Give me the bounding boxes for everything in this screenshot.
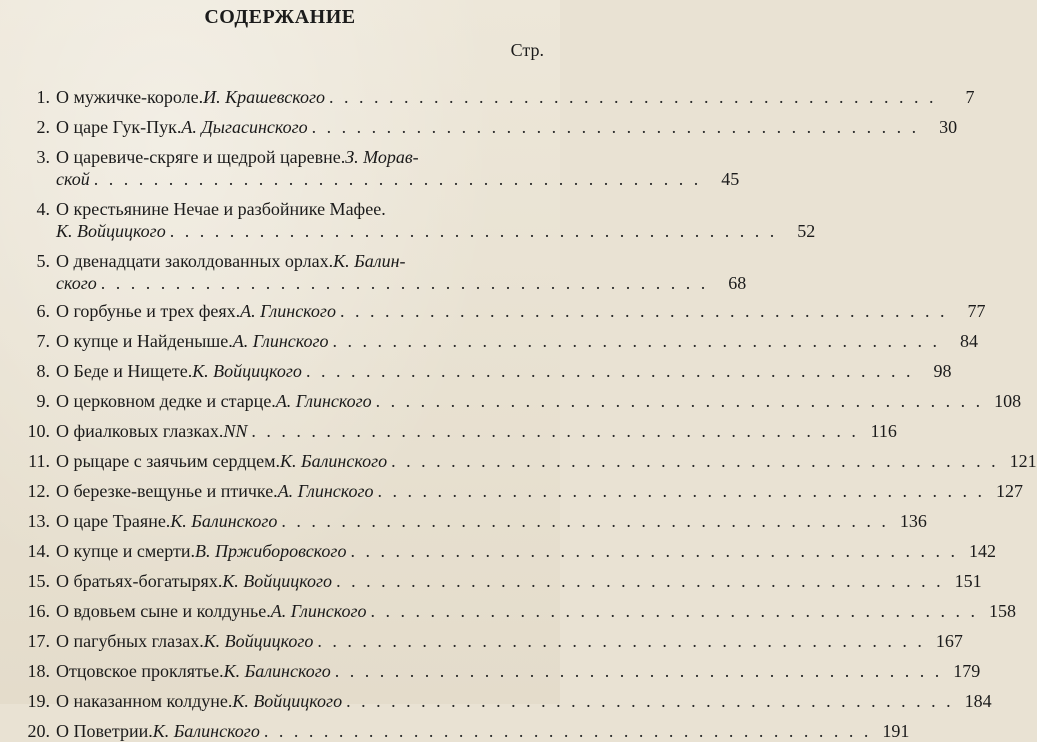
toc-entry (0, 450, 1037, 472)
entry-page-number: 45 (721, 169, 740, 189)
entry-page-number: 127 (996, 481, 1023, 501)
toc-entry (0, 360, 952, 382)
page-title: СОДЕРЖАНИЕ (204, 6, 356, 28)
entry-title: О горбунье и трех феях. (56, 301, 241, 321)
entry-author: З. Морав- (345, 147, 419, 167)
entry-page-number: 68 (728, 273, 747, 293)
dot-leader: . . . . . . . . . . . . . . . . . . . . . . . . . . . . . . . . . . . . . . . . . (311, 117, 920, 137)
toc-entry (0, 540, 996, 562)
entry-title: О двенадцати заколдованных орлах. (56, 251, 334, 271)
entry-title: О Беде и Нищете. (56, 361, 193, 381)
entry-page-number: 7 (965, 87, 975, 107)
entry-page-number: 158 (989, 601, 1017, 621)
entry-number: 20. (27, 721, 50, 741)
entry-title: Отцовское проклятье. (56, 661, 224, 681)
entry-number: 8. (36, 361, 50, 381)
toc-entry (0, 690, 992, 712)
entry-number: 18. (27, 661, 50, 681)
toc-entry (0, 198, 816, 242)
entry-author: К. Войцицкого (222, 571, 333, 591)
entry-number: 15. (27, 571, 50, 591)
entry-page-number: 142 (968, 541, 996, 561)
dot-leader: . . . . . . . . . . . . . . . . . . . . . . . . . . . . . . . . . . . . . . . . . (328, 87, 937, 107)
dot-leader: . . . . . . . . . . . . . . . . . . . . . . . . . . . . . . . . . . . . . . . . . (169, 221, 778, 241)
dot-leader: . . . . . . . . . . . . . . . . . . . . . . . . . . . . . . . . . . . . . . . . . (305, 361, 914, 381)
entry-title: О царе Гук-Пук. (56, 117, 182, 137)
entry-page-number: 179 (953, 661, 981, 681)
entry-title: О наказанном колдуне. (56, 691, 233, 711)
entry-author: И. Крашевского (203, 87, 325, 107)
toc-entry (0, 480, 1023, 502)
entry-page-number: 98 (933, 361, 952, 381)
toc-entry (0, 600, 1017, 622)
toc-entry (0, 86, 975, 108)
entry-author: К. Войцицкого (203, 631, 314, 651)
dot-leader: . . . . . . . . . . . . . . . . . . . . . . . . . . . . . . . . . . . . . . . . . (100, 273, 709, 293)
entry-author: К. Балинского (170, 511, 278, 531)
dot-leader: . . . . . . . . . . . . . . . . . . . . . . . . . . . . . . . . . . . . . . . . . (339, 301, 948, 321)
dot-leader: . . . . . . . . . . . . . . . . . . . . . . . . . . . . . . . . . . . . . . . . . (332, 331, 941, 351)
entry-title: О Поветрии. (56, 721, 153, 741)
toc-entry (0, 250, 747, 294)
entry-number: 13. (27, 511, 50, 531)
entry-number: 4. (36, 199, 50, 219)
toc-entry (0, 720, 910, 742)
entry-title: О крестьянине Нечае и разбойнике Мафее. (56, 199, 386, 219)
entry-author: К. Балинского (152, 721, 260, 741)
dot-leader: . . . . . . . . . . . . . . . . . . . . . . . . . . . . . . . . . . . . . . . . . (350, 541, 958, 561)
entry-title: О купце и Найденыше. (56, 331, 233, 351)
dot-leader: . . . . . . . . . . . . . . . . . . . . . . . . . . . . . . . . . . . . . . . . . (375, 391, 984, 411)
dot-leader: . . . . . . . . . . . . . . . . . . . . . . . . . . . . . . . . . . . . . . . . . (370, 601, 979, 621)
entry-author: А. Дыгасинского (181, 117, 308, 137)
dot-leader: . . . . . . . . . . . . . . . . . . . . . . . . . . . . . . . . . . . . . . . . . (377, 481, 985, 501)
entry-author: А. Глинского (240, 301, 336, 321)
toc-entry (0, 116, 958, 138)
entry-author: А. Глинского (270, 601, 367, 621)
entry-author: В. Пржиборовского (195, 541, 347, 561)
entry-author: К. Войцицкого (232, 691, 343, 711)
entry-number: 2. (36, 117, 50, 137)
entry-title: О вдовьем сыне и колдунье. (56, 601, 271, 621)
entry-number: 16. (27, 601, 50, 621)
entry-number: 3. (36, 147, 50, 167)
entry-number: 10. (27, 421, 50, 441)
entry-author-continued: К. Войцицкого (56, 221, 166, 241)
entry-title: О царе Траяне. (56, 511, 171, 531)
entry-author-continued: ской (56, 169, 90, 189)
entry-title: О церковном дедке и старце. (56, 391, 276, 411)
entry-page-number: 84 (960, 331, 979, 351)
entry-page-number: 30 (939, 117, 958, 137)
entry-number: 11. (28, 451, 50, 471)
dot-leader: . . . . . . . . . . . . . . . . . . . . . . . . . . . . . . . . . . . . . . . . . (251, 421, 859, 441)
entry-page-number: 77 (967, 301, 986, 321)
entry-number: 9. (36, 391, 50, 411)
entry-number: 5. (36, 251, 50, 271)
entry-page-number: 191 (882, 721, 910, 741)
entry-number: 7. (36, 331, 50, 351)
entry-title: О рыцаре с заячьим сердцем. (56, 451, 280, 471)
entry-title: О березке-вещунье и птичке. (56, 481, 278, 501)
entry-page-number: 151 (954, 571, 982, 591)
entry-author: К. Балинского (280, 451, 388, 471)
entry-author: К. Войцицкого (192, 361, 302, 381)
entry-author: К. Балинского (223, 661, 331, 681)
entry-author-continued: ского (56, 273, 97, 293)
entry-page-number: 184 (964, 691, 992, 711)
entry-title: О фиалковых глазках. (56, 421, 224, 441)
entry-number: 1. (36, 87, 50, 107)
dot-leader: . . . . . . . . . . . . . . . . . . . . . . . . . . . . . . . . . . . . . . . . . (263, 721, 872, 741)
entry-number: 14. (27, 541, 50, 561)
dot-leader: . . . . . . . . . . . . . . . . . . . . . . . . . . . . . . . . . . . . . . . . . (93, 169, 702, 189)
entry-author: NN (223, 421, 248, 441)
dot-leader: . . . . . . . . . . . . . . . . . . . . . . . . . . . . . . . . . . . . . . . . . (336, 571, 944, 591)
toc-entry (0, 300, 986, 322)
dot-leader: . . . . . . . . . . . . . . . . . . . . . . . . . . . . . . . . . . . . . . . . . (281, 511, 889, 531)
page-column-label: Стр. (510, 40, 544, 60)
entry-page-number: 52 (797, 221, 816, 241)
entry-page-number: 167 (935, 631, 963, 651)
entry-page-number: 136 (899, 511, 927, 531)
toc-entry (0, 660, 981, 682)
entry-number: 19. (27, 691, 50, 711)
entry-title: О мужичке-короле. (56, 87, 204, 107)
dot-leader: . . . . . . . . . . . . . . . . . . . . . . . . . . . . . . . . . . . . . . . . . (391, 451, 999, 471)
dot-leader: . . . . . . . . . . . . . . . . . . . . . . . . . . . . . . . . . . . . . . . . . (317, 631, 925, 651)
entry-number: 12. (27, 481, 50, 501)
toc-entry (0, 146, 740, 190)
dot-leader: . . . . . . . . . . . . . . . . . . . . . . . . . . . . . . . . . . . . . . . . . (346, 691, 954, 711)
entry-title: О купце и смерти. (56, 541, 196, 561)
toc-entry (0, 510, 927, 532)
entry-title: О пагубных глазах. (56, 631, 204, 651)
toc-entry (0, 570, 982, 592)
entry-author: К. Балин- (333, 251, 406, 271)
toc-entry (0, 630, 963, 652)
entry-author: А. Глинского (275, 391, 372, 411)
entry-number: 6. (36, 301, 50, 321)
entry-title: О царевиче-скряге и щедрой царевне. (56, 147, 346, 167)
toc-entry (0, 330, 979, 352)
entry-author: А. Глинского (277, 481, 374, 501)
entry-number: 17. (27, 631, 50, 651)
toc-entry (0, 390, 1022, 412)
dot-leader: . . . . . . . . . . . . . . . . . . . . . . . . . . . . . . . . . . . . . . . . . (334, 661, 943, 681)
entry-title: О братьях-богатырях. (56, 571, 223, 591)
toc-entry (0, 420, 897, 442)
entry-page-number: 121 (1009, 451, 1037, 471)
entry-page-number: 116 (870, 421, 897, 441)
entry-page-number: 108 (994, 391, 1022, 411)
entry-author: А. Глинского (232, 331, 329, 351)
